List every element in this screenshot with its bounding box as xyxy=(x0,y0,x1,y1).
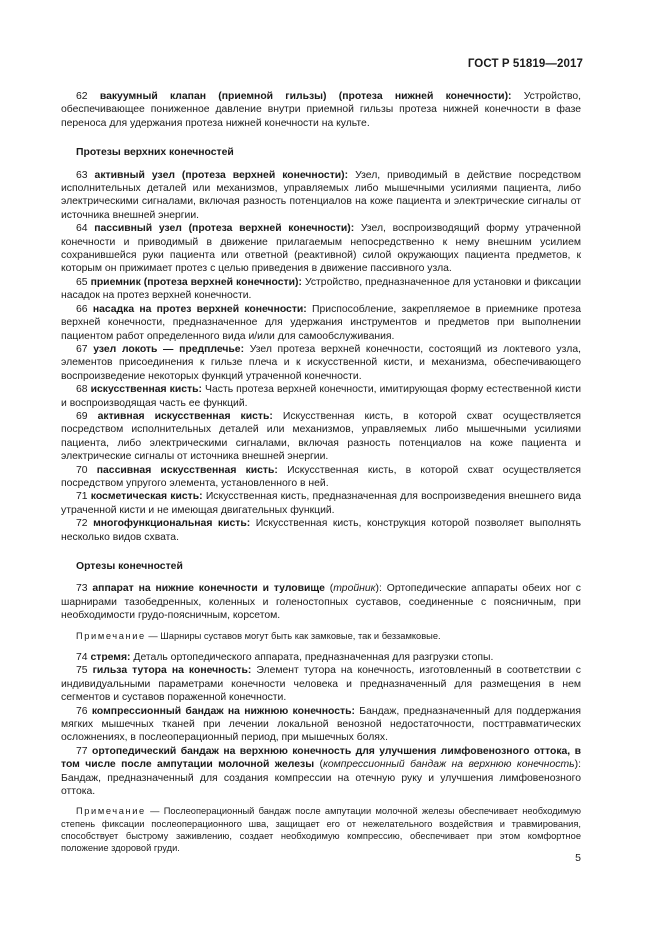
term-entry-64 xyxy=(61,222,581,276)
synonym-close: ): xyxy=(574,759,581,771)
entry-definition: Приспособление, закрепляемое в приемнике протеза верхней конечности, предназначенное для удержания инструментов и предметов при выполнении пациентом работ определенного вида и/или для самообслуживания. xyxy=(61,303,582,342)
term-entry-77 xyxy=(61,745,581,799)
entry-definition: Деталь ортопедического аппарата, предназначенная для разгрузки стопы. xyxy=(133,651,494,663)
entry-number: 73 xyxy=(76,583,88,595)
term-entry-66 xyxy=(61,303,581,343)
entry-number: 64 xyxy=(76,223,88,235)
section-heading-upper-limb: Протезы верхних конечностей xyxy=(76,147,234,159)
entry-definition: Искусственная кисть, в которой схват осуществляется посредством упругого элемента, установленного в ней. xyxy=(61,464,581,489)
entry-definition: Ортопедические аппараты обеих ног с шарнирами тазобедренных, коленных и голеностопных суставов, соединенные с поясничным, при необходимости грудо-поясничным, корсетом. xyxy=(61,583,581,622)
term-entry-65 xyxy=(61,276,581,303)
section-heading-orthoses: Ортезы конечностей xyxy=(76,561,183,572)
note-text: — Шарниры суставов могут быть как замковые, так и беззамковые. xyxy=(148,630,441,641)
entry-term: компрессионный бандаж на нижнюю конечность: xyxy=(91,705,355,717)
entry-definition: Искусственная кисть, предназначенная для воспроизведения внешнего вида утраченной кисти и не имеющая двигательных функций. xyxy=(61,491,582,516)
entry-term: пассивный узел (протеза верхней конечности): xyxy=(94,223,355,235)
term-entry-62 xyxy=(61,90,581,130)
entry-term: многофункциональная кисть: xyxy=(93,518,251,530)
entry-synonym: тройник xyxy=(333,583,376,595)
term-entry-72 xyxy=(61,517,581,544)
term-entry-74 xyxy=(61,651,581,664)
synonym-open: ( xyxy=(314,759,323,771)
entry-definition: Узел протеза верхней конечности, состоящий из локтевого узла, элементов присоединения к гильзе плеча и к искусственной кисти, и механизма, обеспечивающего воспроизведение некоторых функций утраченной конечности. xyxy=(61,343,581,382)
entry-definition: Устройство, предназначенное для установки и фиксации насадок на протез верхней конечности. xyxy=(61,276,582,302)
entry-number: 70 xyxy=(76,464,88,476)
entry-number: 63 xyxy=(76,169,88,181)
entry-synonym: компрессионный бандаж на верхнюю конечность xyxy=(322,759,575,771)
entry-term: пассивная искусственная кисть: xyxy=(96,464,278,476)
standard-number: ГОСТ Р 51819—2017 xyxy=(467,58,583,70)
document-body xyxy=(61,90,581,864)
entry-definition: Узел, воспроизводящий форму утраченной конечности и приводимый в движение прилагаемым непосредственно к нему внешним усилием сохранившейся руки пациента или ответной (реактивной) силой окружающих пациента предметов, к которым он прижимает протез с целью приведения в движение пассивного узла. xyxy=(61,223,581,275)
entry-term: гильза тутора на конечность: xyxy=(92,665,252,677)
note-postoperative-bandage xyxy=(61,805,581,854)
entry-definition: Искусственная кисть, конструкция которой позволяет выполнять несколько видов схвата. xyxy=(61,518,582,543)
entry-definition: Бандаж, предназначенный для создания компрессии на отечную руку и улучшения лимфовенозного оттока. xyxy=(61,772,581,797)
entry-definition: Часть протеза верхней конечности, имитирующая форму естественной кисти и воспроизводящая часть ее функций. xyxy=(61,384,582,409)
entry-definition: Искусственная кисть, в которой схват осуществляется посредством исполнительных деталей или механизмов, управляемых либо мышечными усилиями пациента, либо электрическими сигналами, включая разность потенциалов на коже пациента и электрические сигналы от источника внешней энергии. xyxy=(61,410,582,463)
note-text: — Послеоперационный бандаж после ампутации молочной железы обеспечивает необходимую степень фиксации послеоперационного шва, защищает его от нежелательного воздействия и травмирования, способствует быстрому заживлению, создает необходимую компрессию, обеспечивает при этом комфортное положение здоровой груди. xyxy=(61,806,581,854)
entry-term: аппарат на нижние конечности и туловище xyxy=(92,583,325,595)
entry-term: вакуумный клапан (приемной гильзы) (протеза нижней конечности): xyxy=(99,91,512,102)
note-label: Примечание xyxy=(76,806,146,817)
entry-number: 67 xyxy=(76,343,88,355)
term-entry-68 xyxy=(61,383,581,410)
entry-term: активная искусственная кисть: xyxy=(97,410,273,422)
term-entry-63 xyxy=(61,169,581,223)
entry-term: насадка на протез верхней конечности: xyxy=(92,303,307,315)
page-number: 5 xyxy=(575,852,581,864)
term-entry-71 xyxy=(61,490,581,517)
note-hinges xyxy=(61,630,581,642)
entry-number: 74 xyxy=(76,651,88,663)
entry-definition: Устройство, обеспечивающее пониженное давление внутри приемной гильзы протеза нижней конечности в фазе переноса для удержания протеза нижней конечности на культе. xyxy=(61,91,582,129)
entry-number: 77 xyxy=(76,745,88,757)
entry-definition: Узел, приводимый в действие посредством исполнительных деталей или механизмов, управляемых либо мышечными усилиями пациента, либо электрическими сигналами, включая разность потенциалов на коже пациента и электрические сигналы от источника внешней энергии. xyxy=(61,169,581,221)
term-entry-76 xyxy=(61,705,581,745)
entry-number: 65 xyxy=(76,276,88,288)
entry-definition: Элемент тутора на конечность, изготовленный в соответствии с индивидуальными параметрами конечности человека и предназначенный для размещения в нем сегментов и суставов пораженной конечности. xyxy=(61,665,582,704)
entry-term: искусственная кисть: xyxy=(90,384,202,396)
term-entry-69 xyxy=(61,410,581,464)
entry-term: ортопедический бандаж на верхнюю конечность для улучшения лимфовенозного оттока, в том числе после ампутации молочной железы xyxy=(61,745,581,771)
entry-number: 62 xyxy=(76,91,88,102)
entry-term: приемник (протеза верхней конечности): xyxy=(90,276,302,288)
entry-definition: Бандаж, предназначенный для поддержания мягких мышечных тканей при лечении локальной венозной недостаточности, посттравматических осложнениях, в послеоперационный период, при мышечных болях. xyxy=(61,705,581,744)
entry-term: активный узел (протеза верхней конечности): xyxy=(94,169,349,181)
entry-number: 68 xyxy=(76,384,88,396)
entry-number: 66 xyxy=(76,303,88,315)
entry-number: 71 xyxy=(76,491,88,503)
synonym-open: ( xyxy=(324,583,334,595)
entry-term: стремя: xyxy=(90,651,131,663)
entry-number: 69 xyxy=(76,410,88,422)
entry-number: 75 xyxy=(76,665,88,677)
term-entry-70 xyxy=(61,464,581,491)
synonym-close: ): xyxy=(375,583,382,595)
term-entry-73 xyxy=(61,582,581,622)
entry-term: узел локоть — предплечье: xyxy=(93,343,245,355)
term-entry-75 xyxy=(61,664,581,704)
entry-number: 76 xyxy=(76,705,88,717)
term-entry-67 xyxy=(61,343,581,383)
entry-term: косметическая кисть: xyxy=(90,491,203,503)
note-label: Примечание xyxy=(76,630,146,641)
entry-number: 72 xyxy=(76,518,88,530)
